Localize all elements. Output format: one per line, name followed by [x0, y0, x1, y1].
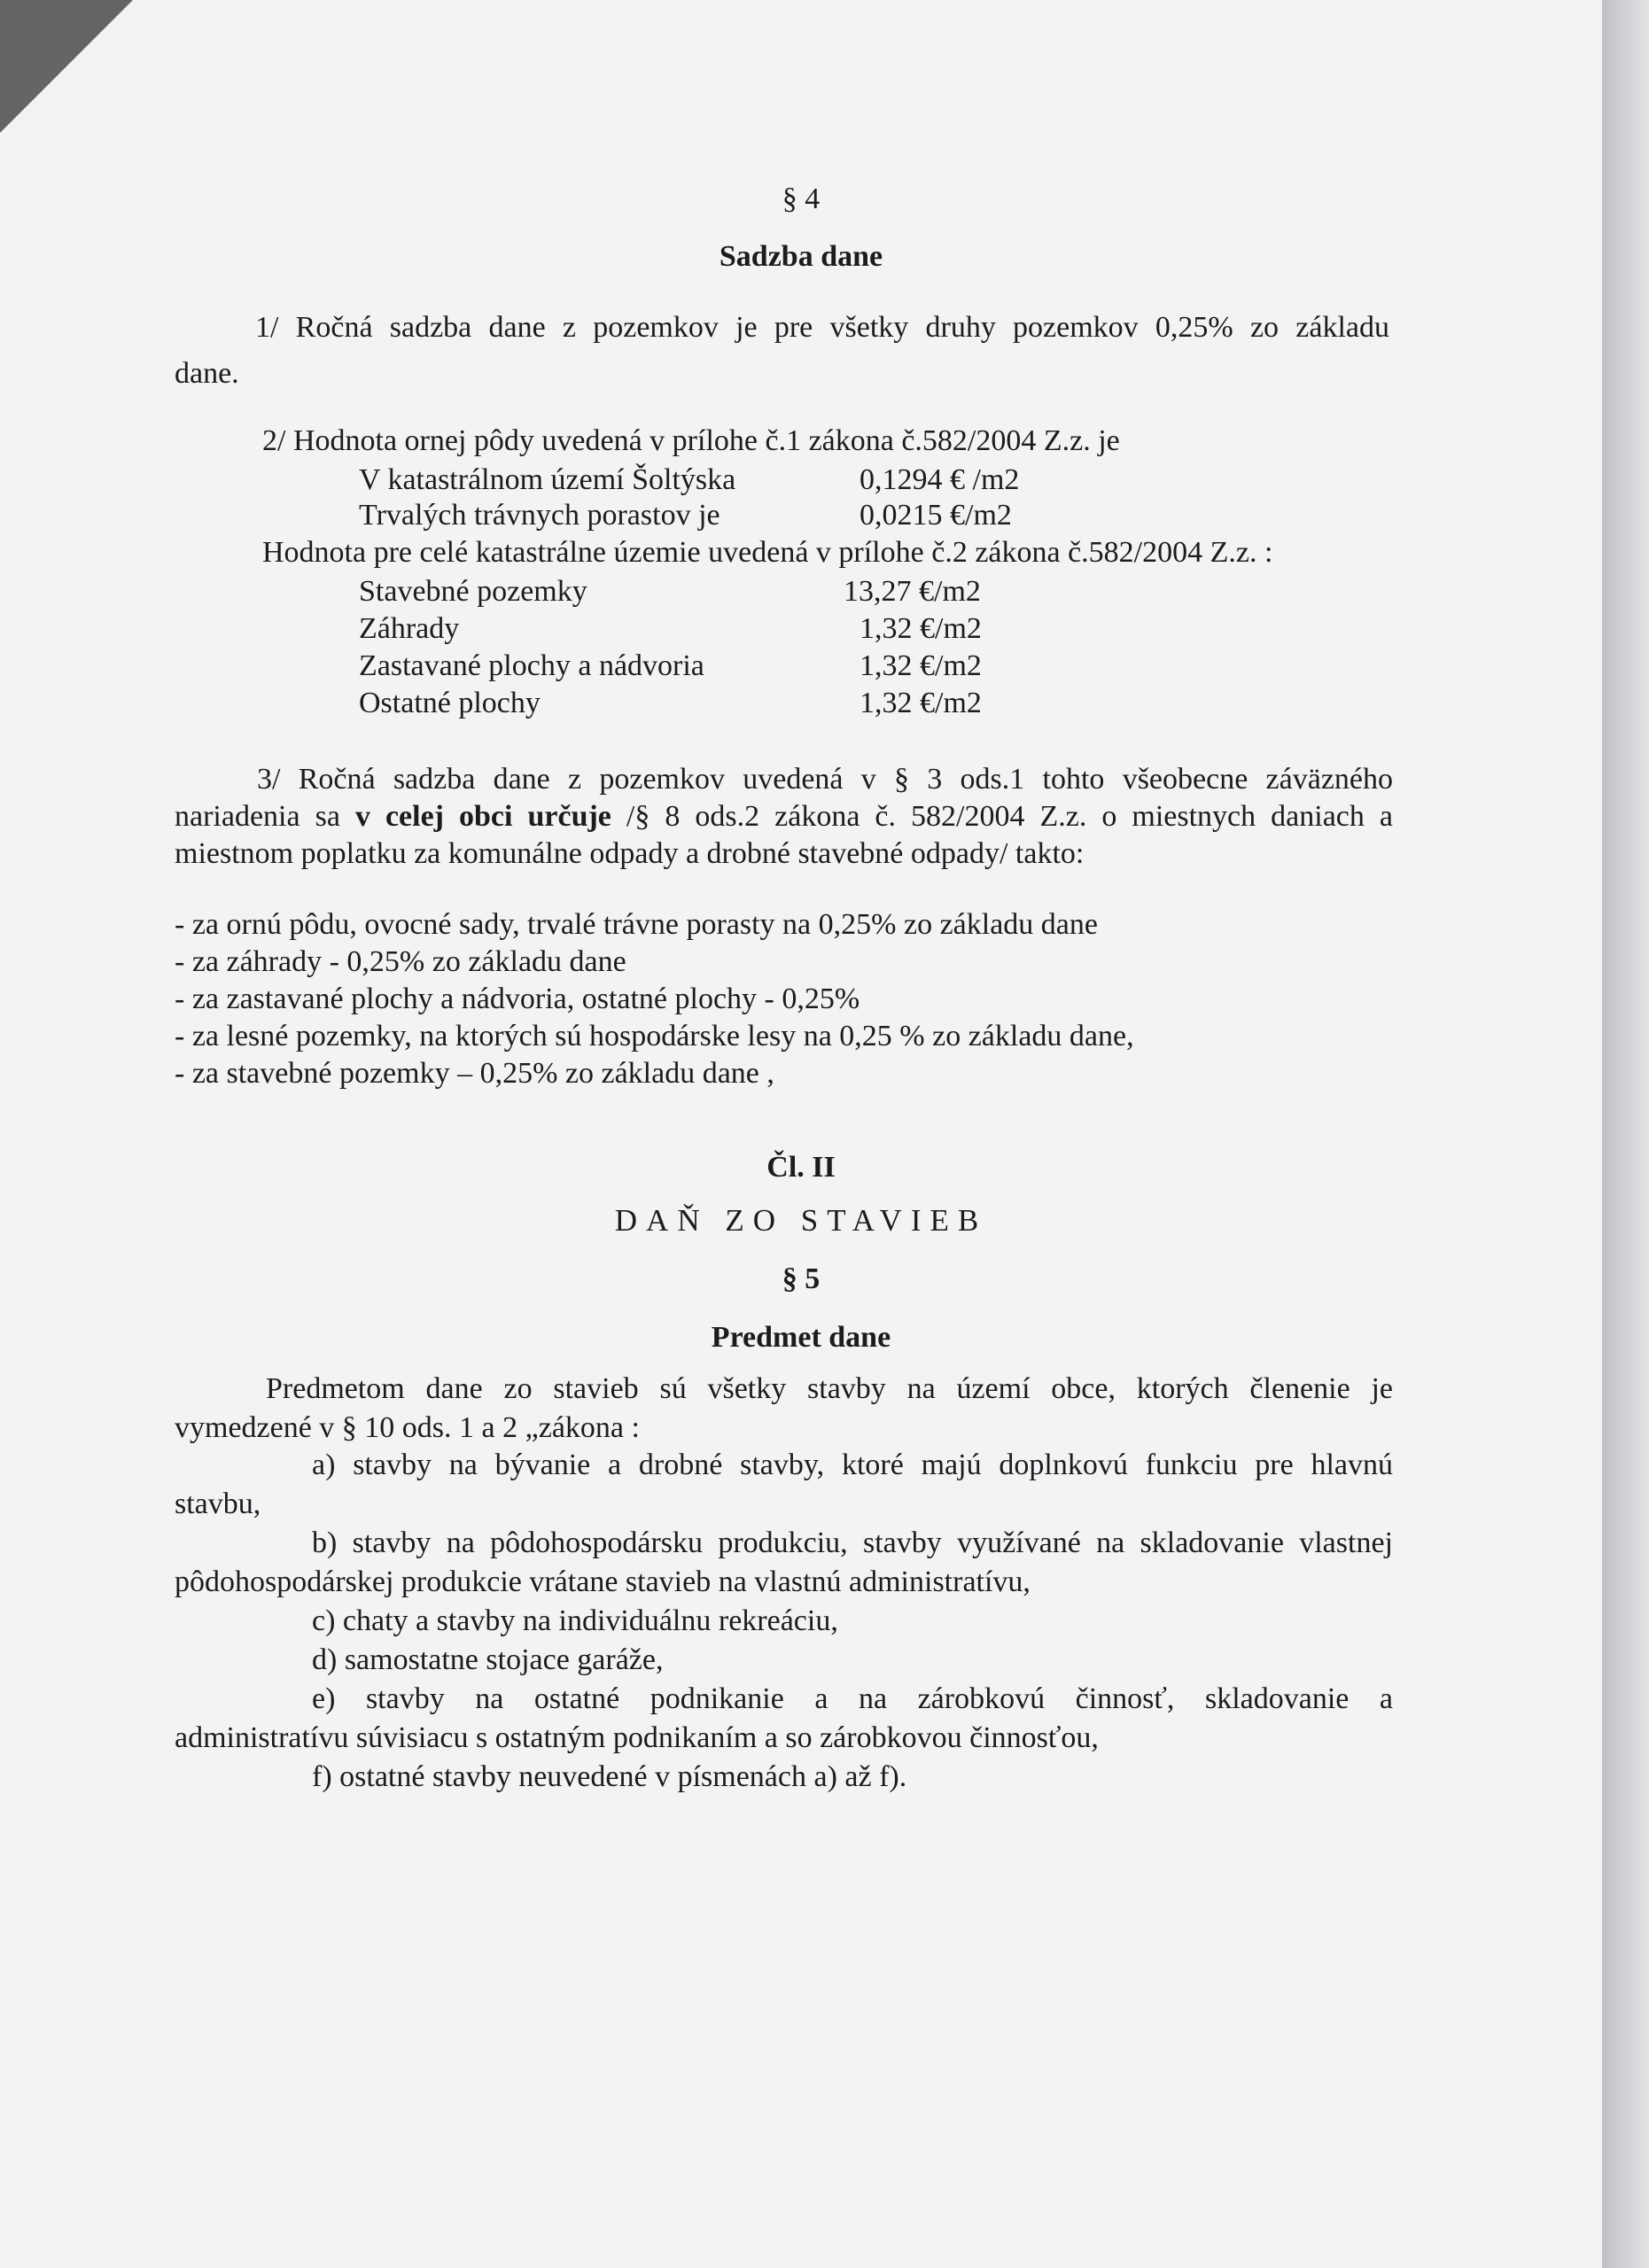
rate-item-5: - za stavebné pozemky – 0,25% zo základu dane , — [175, 1057, 774, 1090]
rate-item-4: - za lesné pozemky, na ktorých sú hospodárske lesy na 0,25 % zo základu dane, — [175, 1020, 1134, 1052]
item-d: d) samostatne stojace garáže, — [312, 1643, 664, 1676]
para-2-intro-2: Hodnota pre celé katastrálne územie uvedená v prílohe č.2 zákona č.582/2004 Z.z. : — [262, 536, 1273, 569]
rate-item-1: - za ornú pôdu, ovocné sady, trvalé trávne porasty na 0,25% zo základu dane — [175, 908, 1098, 941]
para-2-intro: 2/ Hodnota ornej pôdy uvedená v prílohe č.1 zákona č.582/2004 Z.z. je — [262, 424, 1120, 457]
para-3-line-1: 3/ Ročná sadzba dane z pozemkov uvedená v § 3 ods.1 tohto všeobecne záväzného — [257, 763, 1393, 796]
intro-line-2: vymedzené v § 10 ods. 1 a 2 „zákona : — [175, 1411, 640, 1444]
item-f: f) ostatné stavby neuvedené v písmenách a) až f). — [312, 1760, 907, 1793]
value-2: 0,0215 €/m2 — [860, 499, 1012, 532]
para-3-line-2-pre: nariadenia sa — [175, 800, 355, 833]
item-a-line-2: stavbu, — [175, 1487, 261, 1520]
value-5: 1,32 €/m2 — [860, 649, 982, 682]
para-3-bold: v celej obci určuje — [354, 800, 611, 833]
value-4: 1,32 €/m2 — [860, 612, 982, 645]
article-2-title: DAŇ ZO STAVIEB — [614, 1203, 988, 1238]
value-label-4: Záhrady — [359, 612, 460, 645]
para-3-line-2 — [175, 799, 1393, 835]
rate-item-2: - za záhrady - 0,25% zo základu dane — [175, 945, 626, 978]
para-3-line-2-post: /§ 8 ods.2 zákona č. 582/2004 Z.z. o miestnych daniach a — [611, 800, 1393, 833]
para-1-line-2: dane. — [175, 357, 239, 390]
item-e-line-1: e) stavby na ostatné podnikanie a na zárobkovú činnosť, skladovanie a — [312, 1682, 1393, 1715]
section-5-symbol: § 5 — [782, 1262, 821, 1295]
item-b-line-1: b) stavby na pôdohospodársku produkciu, stavby využívané na skladovanie vlastnej — [312, 1526, 1393, 1559]
section-4-symbol: § 4 — [782, 183, 821, 215]
value-label-1: V katastrálnom území Šoltýska — [359, 463, 736, 496]
value-3: 13,27 €/m2 — [844, 575, 981, 608]
para-3-line-3: miestnom poplatku za komunálne odpady a drobné stavebné odpady/ takto: — [175, 837, 1085, 870]
section-4-title: Sadzba dane — [719, 240, 883, 273]
value-label-3: Stavebné pozemky — [359, 575, 587, 608]
item-e-line-2: administratívu súvisiacu s ostatným podnikaním a so zárobkovou činnosťou, — [175, 1721, 1099, 1754]
rate-item-3: - za zastavané plochy a nádvoria, ostatné plochy - 0,25% — [175, 983, 860, 1015]
folded-corner — [0, 0, 133, 133]
value-6: 1,32 €/m2 — [860, 687, 982, 719]
section-5-title: Predmet dane — [711, 1321, 891, 1354]
item-b-line-2: pôdohospodárskej produkcie vrátane stavieb na vlastnú administratívu, — [175, 1565, 1031, 1598]
page-edge-shadow — [1602, 0, 1649, 2268]
value-label-2: Trvalých trávnych porastov je — [359, 499, 720, 532]
item-a-line-1: a) stavby na bývanie a drobné stavby, ktoré majú doplnkovú funkciu pre hlavnú — [312, 1449, 1393, 1481]
value-label-5: Zastavané plochy a nádvoria — [359, 649, 704, 682]
article-2-heading: Čl. II — [766, 1151, 836, 1184]
intro-line-1: Predmetom dane zo stavieb sú všetky stavby na území obce, ktorých členenie je — [266, 1372, 1393, 1405]
value-1: 0,1294 € /m2 — [860, 463, 1020, 496]
para-1-line-1: 1/ Ročná sadzba dane z pozemkov je pre všetky druhy pozemkov 0,25% zo základu — [255, 311, 1389, 344]
item-c: c) chaty a stavby na individuálnu rekreáciu, — [312, 1604, 838, 1637]
value-label-6: Ostatné plochy — [359, 687, 541, 719]
